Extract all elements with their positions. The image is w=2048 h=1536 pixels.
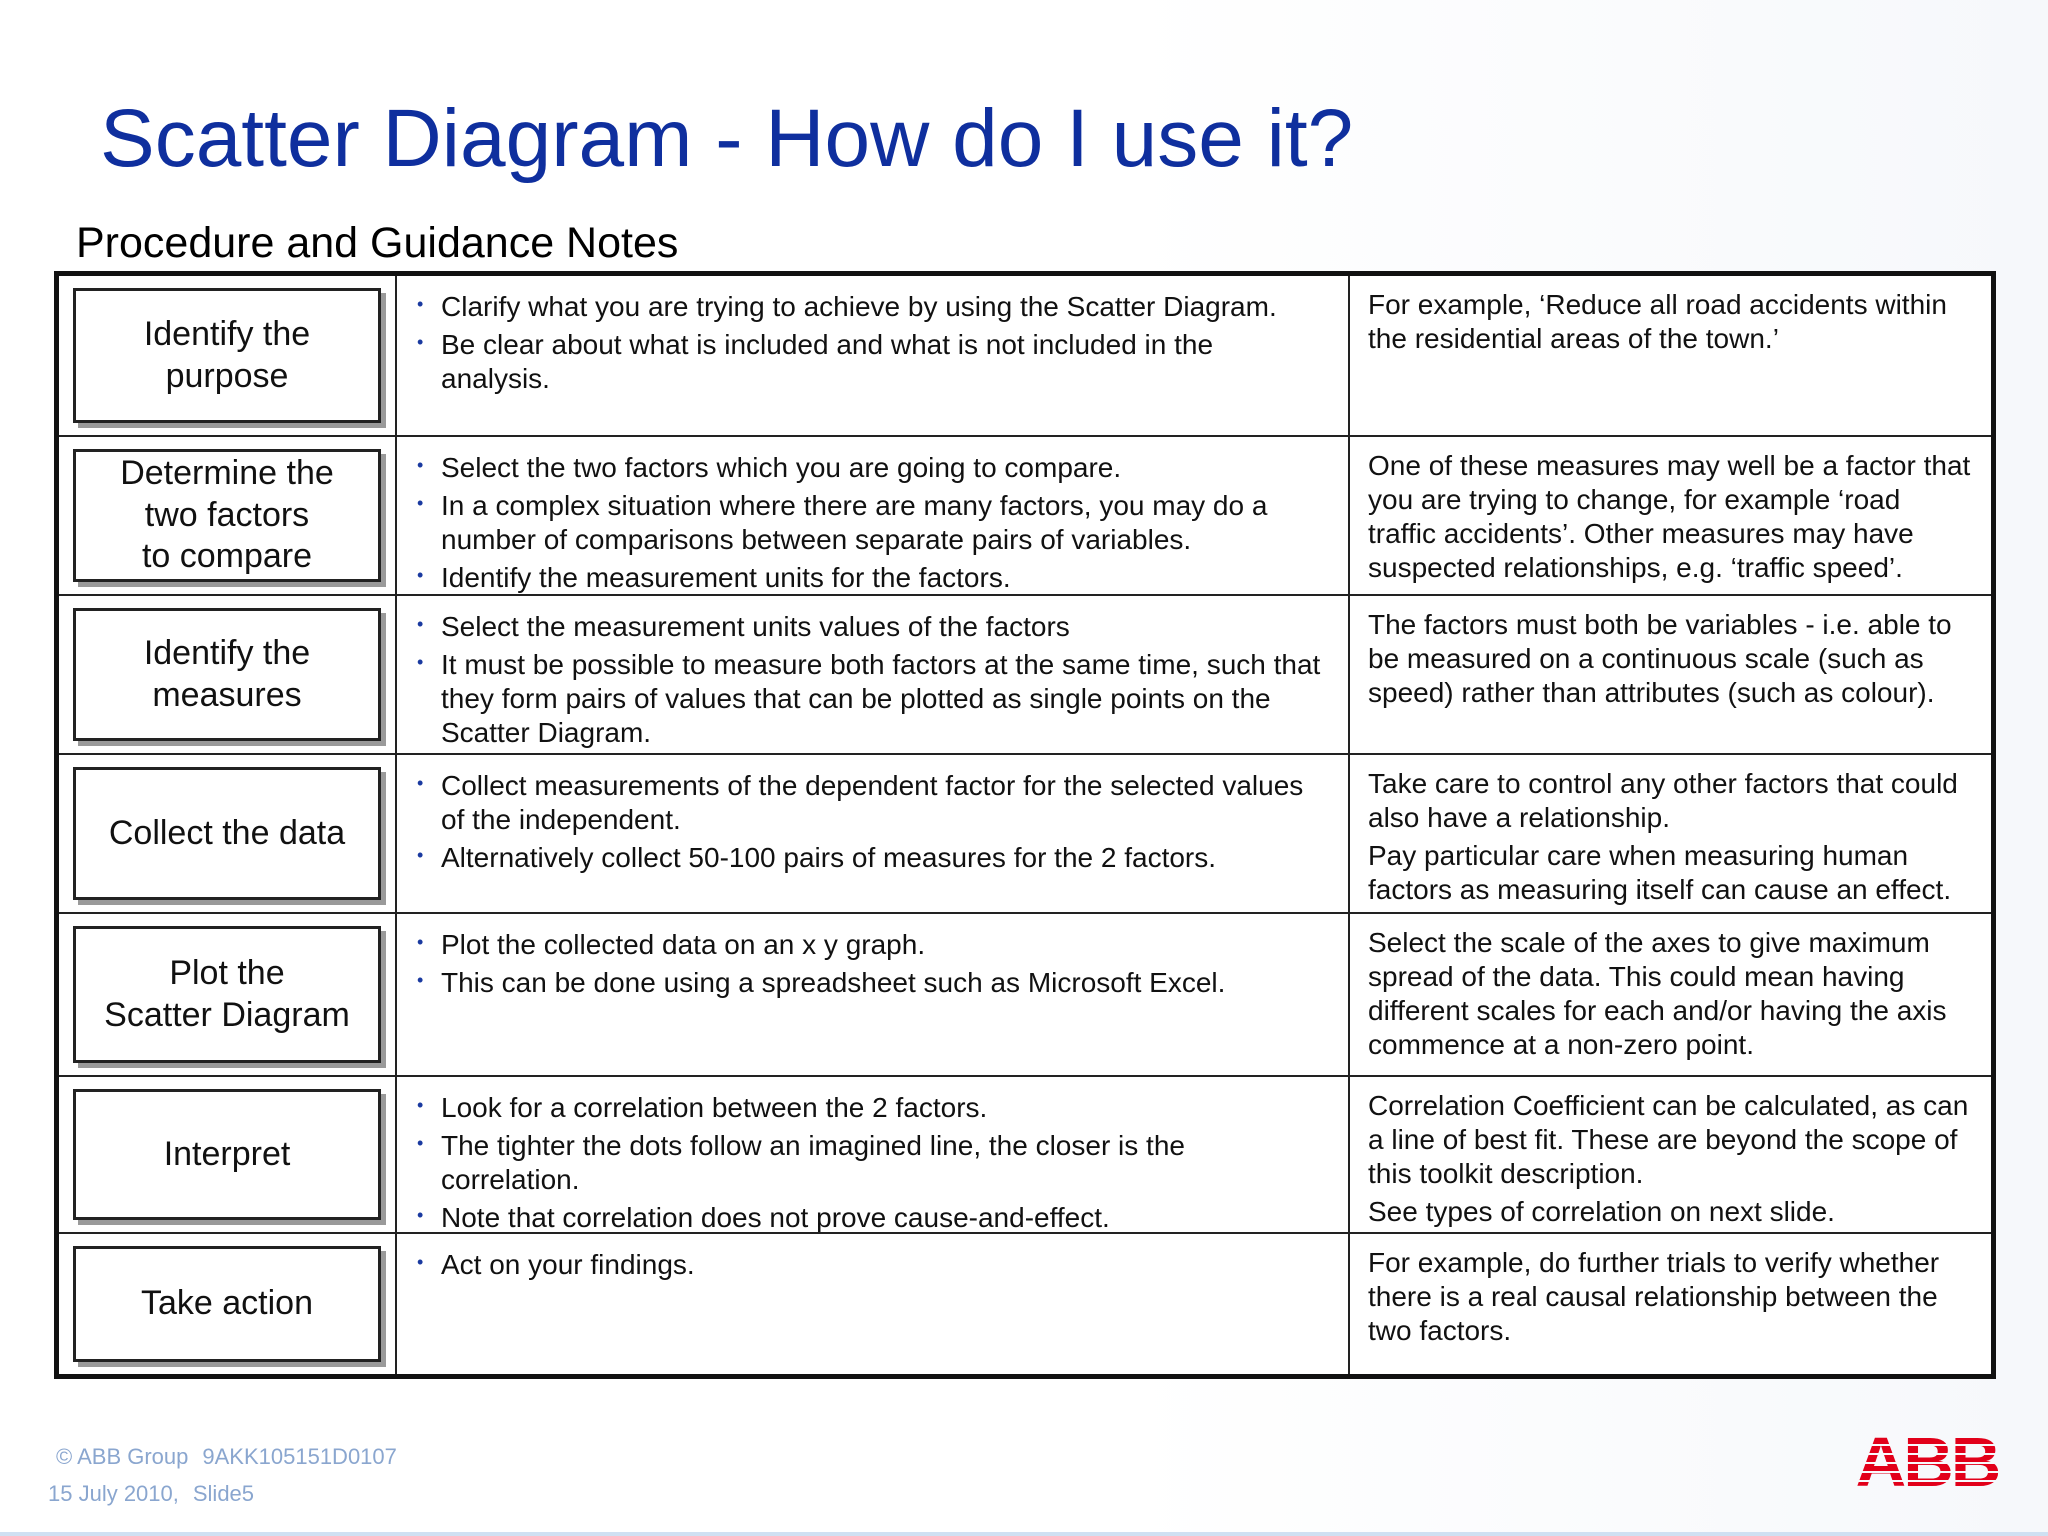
guidance-bullet-list [415, 769, 1328, 875]
example-text: Correlation Coefficient can be calculated, as can a line of best fit. These are beyond the scope of this toolkit description. [1368, 1090, 1969, 1189]
footer-slide-number: Slide5 [192, 1481, 255, 1506]
example-cell [1350, 1234, 1991, 1374]
example-cell [1350, 1077, 1991, 1234]
guidance-bullet: • Select the two factors which you are going to compare. [415, 451, 1328, 485]
notes-cell [397, 276, 1350, 437]
notes-cell [397, 1234, 1350, 1374]
guidance-bullet-list [415, 1091, 1328, 1234]
guidance-bullet: • Be clear about what is included and what is not included in the analysis. [415, 328, 1328, 396]
step-box: Take action [73, 1246, 381, 1362]
example-text: See types of correlation on next slide. [1368, 1196, 1835, 1227]
example-text: Take care to control any other factors that could also have a relationship. [1368, 768, 1958, 833]
example-text: For example, ‘Reduce all road accidents within the residential areas of the town.’ [1368, 289, 1947, 354]
example-text: Select the scale of the axes to give maximum spread of the data. This could mean having different scales for each and/or having the axis commence at a non-zero point. [1368, 927, 1947, 1060]
step-box: Identify the measures [73, 608, 381, 741]
notes-cell [397, 914, 1350, 1077]
step-cell [59, 1234, 397, 1374]
example-text: Pay particular care when measuring human factors as measuring itself can cause an effect. [1368, 840, 1952, 905]
guidance-bullet: • Look for a correlation between the 2 factors. [415, 1091, 1328, 1125]
example-cell [1350, 596, 1991, 755]
step-box: Collect the data [73, 767, 381, 900]
guidance-bullet: • This can be done using a spreadsheet such as Microsoft Excel. [415, 966, 1328, 1000]
footer-date: 15 July 2010, [48, 1481, 179, 1506]
step-cell [59, 437, 397, 596]
step-cell [59, 1077, 397, 1234]
guidance-bullet: • Act on your findings. [415, 1248, 1328, 1282]
step-cell [59, 755, 397, 914]
step-box: Determine the two factors to compare [73, 449, 381, 582]
step-cell [59, 276, 397, 437]
guidance-bullet: • In a complex situation where there are many factors, you may do a number of comparisons between separate pairs of variables. [415, 489, 1328, 557]
guidance-bullet: • Clarify what you are trying to achieve by using the Scatter Diagram. [415, 290, 1328, 324]
abb-logo-mark [1854, 1428, 2000, 1490]
footer-date-line [48, 1481, 254, 1507]
slide-title: Scatter Diagram - How do I use it? [100, 93, 1354, 184]
footer-copyright-line [56, 1444, 397, 1470]
guidance-bullet: • The tighter the dots follow an imagined line, the closer is the correlation. [415, 1129, 1328, 1197]
guidance-bullet: • Collect measurements of the dependent factor for the selected values of the independent. [415, 769, 1328, 837]
guidance-bullet: • Plot the collected data on an x y graph. [415, 928, 1328, 962]
guidance-bullet-list [415, 290, 1328, 396]
guidance-bullet-list [415, 451, 1328, 595]
step-box: Interpret [73, 1089, 381, 1220]
guidance-bullet-list [415, 610, 1328, 750]
example-text: For example, do further trials to verify whether there is a real causal relationship between the two factors. [1368, 1247, 1940, 1346]
guidance-bullet: • Identify the measurement units for the factors. [415, 561, 1328, 595]
example-cell [1350, 914, 1991, 1077]
guidance-bullet-list [415, 1248, 1328, 1282]
step-cell [59, 596, 397, 755]
step-cell [59, 914, 397, 1077]
guidance-bullet: • It must be possible to measure both factors at the same time, such that they form pairs of values that can be plotted as single points on the Scatter Diagram. [415, 648, 1328, 750]
guidance-bullet: • Alternatively collect 50-100 pairs of measures for the 2 factors. [415, 841, 1328, 875]
guidance-bullet-list [415, 928, 1328, 1000]
notes-cell [397, 437, 1350, 596]
example-cell [1350, 755, 1991, 914]
notes-cell [397, 1077, 1350, 1234]
footer-doc-id: 9AKK105151D0107 [202, 1444, 397, 1469]
abb-logo [1854, 1428, 2000, 1495]
abb-logo-text: ABB [1855, 1428, 1999, 1490]
example-cell [1350, 437, 1991, 596]
slide-subtitle: Procedure and Guidance Notes [76, 219, 679, 267]
example-text: The factors must both be variables - i.e. able to be measured on a continuous scale (such as speed) rather than attributes (such as colour). [1368, 609, 1952, 708]
guidance-bullet: • Note that correlation does not prove cause-and-effect. [415, 1201, 1328, 1234]
step-box: Identify the purpose [73, 288, 381, 423]
example-text: One of these measures may well be a factor that you are trying to change, for example ‘road traffic accidents’. Other measures may have suspected relationships, e.g. ‘traffic speed’. [1368, 450, 1971, 583]
footer-accent-bar [0, 1532, 2048, 1536]
guidance-bullet: • Select the measurement units values of the factors [415, 610, 1328, 644]
step-box: Plot the Scatter Diagram [73, 926, 381, 1063]
notes-cell [397, 596, 1350, 755]
example-cell [1350, 276, 1991, 437]
footer-copyright: © ABB Group [56, 1444, 189, 1469]
notes-cell [397, 755, 1350, 914]
procedure-table [54, 271, 1996, 1379]
